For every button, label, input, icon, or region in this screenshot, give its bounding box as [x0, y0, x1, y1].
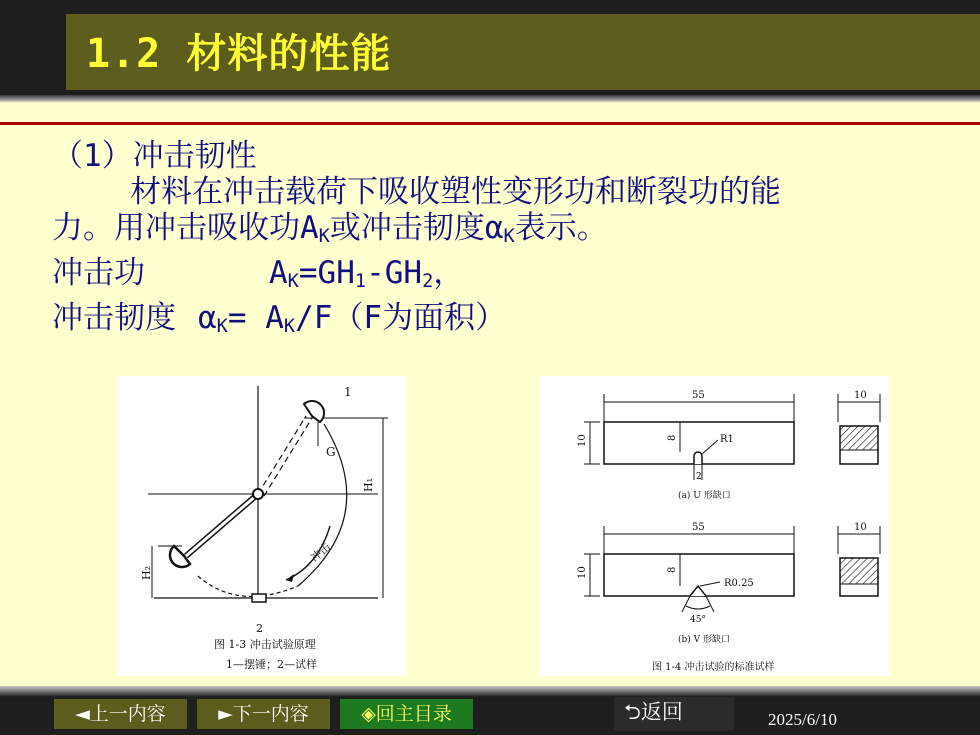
- label-1: 1: [344, 385, 352, 399]
- next-content-button[interactable]: ►下一内容: [197, 699, 330, 729]
- radius-r1: R1: [720, 434, 734, 445]
- impact-test-principle-figure: [118, 376, 406, 676]
- standard-specimen-figure: [540, 376, 890, 676]
- radius-r025: R0.25: [724, 578, 754, 589]
- label-impact-arc: 冲击: [308, 540, 334, 565]
- figure1-caption: 图 1-3 冲击试验原理: [214, 638, 316, 651]
- definition-line-1: 材料在冲击载荷下吸收塑性变形功和断裂功的能: [130, 174, 781, 210]
- impact-work-formula: 冲击功 $A_K=GH_1-GH_2$，: [52, 255, 465, 292]
- width-a: 10: [854, 390, 867, 401]
- slide-body: [52, 138, 952, 345]
- slide-date: 2025/6/10: [768, 710, 837, 729]
- height-8-a: 8: [667, 434, 678, 441]
- return-button[interactable]: ⮌返回: [614, 697, 734, 731]
- notch-angle: 45°: [690, 615, 706, 625]
- label-g: G: [326, 445, 336, 459]
- section-heading: （1）冲击韧性: [52, 138, 257, 174]
- length-b: 55: [692, 522, 705, 533]
- figure2-caption: 图 1-4 冲击试验的标准试样: [652, 662, 775, 673]
- title-box: [66, 14, 980, 90]
- length-a: 55: [692, 390, 705, 401]
- red-divider: [0, 122, 980, 125]
- label-2: 2: [256, 622, 263, 635]
- height-10-a: 10: [577, 434, 588, 447]
- label-h2: H₂: [140, 565, 153, 580]
- height-8-b: 8: [667, 566, 678, 573]
- main-menu-button[interactable]: ◈回主目录: [340, 699, 473, 729]
- definition-line-2: 力。用冲击吸收功$A_K$或冲击韧度$\alpha_K$表示。: [52, 210, 608, 247]
- impact-toughness-formula: 冲击韧度 $\alpha_K= A_K/F(F$为面积）: [52, 300, 507, 337]
- prev-content-button[interactable]: ◄上一内容: [54, 699, 187, 729]
- label-h1: H₁: [362, 477, 375, 492]
- width-b: 10: [854, 522, 867, 533]
- figure1-legend: 1—摆锤；2—试样: [226, 658, 317, 671]
- header-divider: [0, 95, 980, 103]
- notch-width-a: 2: [696, 472, 702, 482]
- subcaption-v-notch: (b) V 形缺口: [678, 635, 731, 645]
- height-10-b: 10: [577, 566, 588, 579]
- title-bar: [0, 0, 980, 95]
- subcaption-u-notch: (a) U 形缺口: [678, 491, 731, 501]
- slide-title: 1.2 材料的性能: [86, 31, 392, 77]
